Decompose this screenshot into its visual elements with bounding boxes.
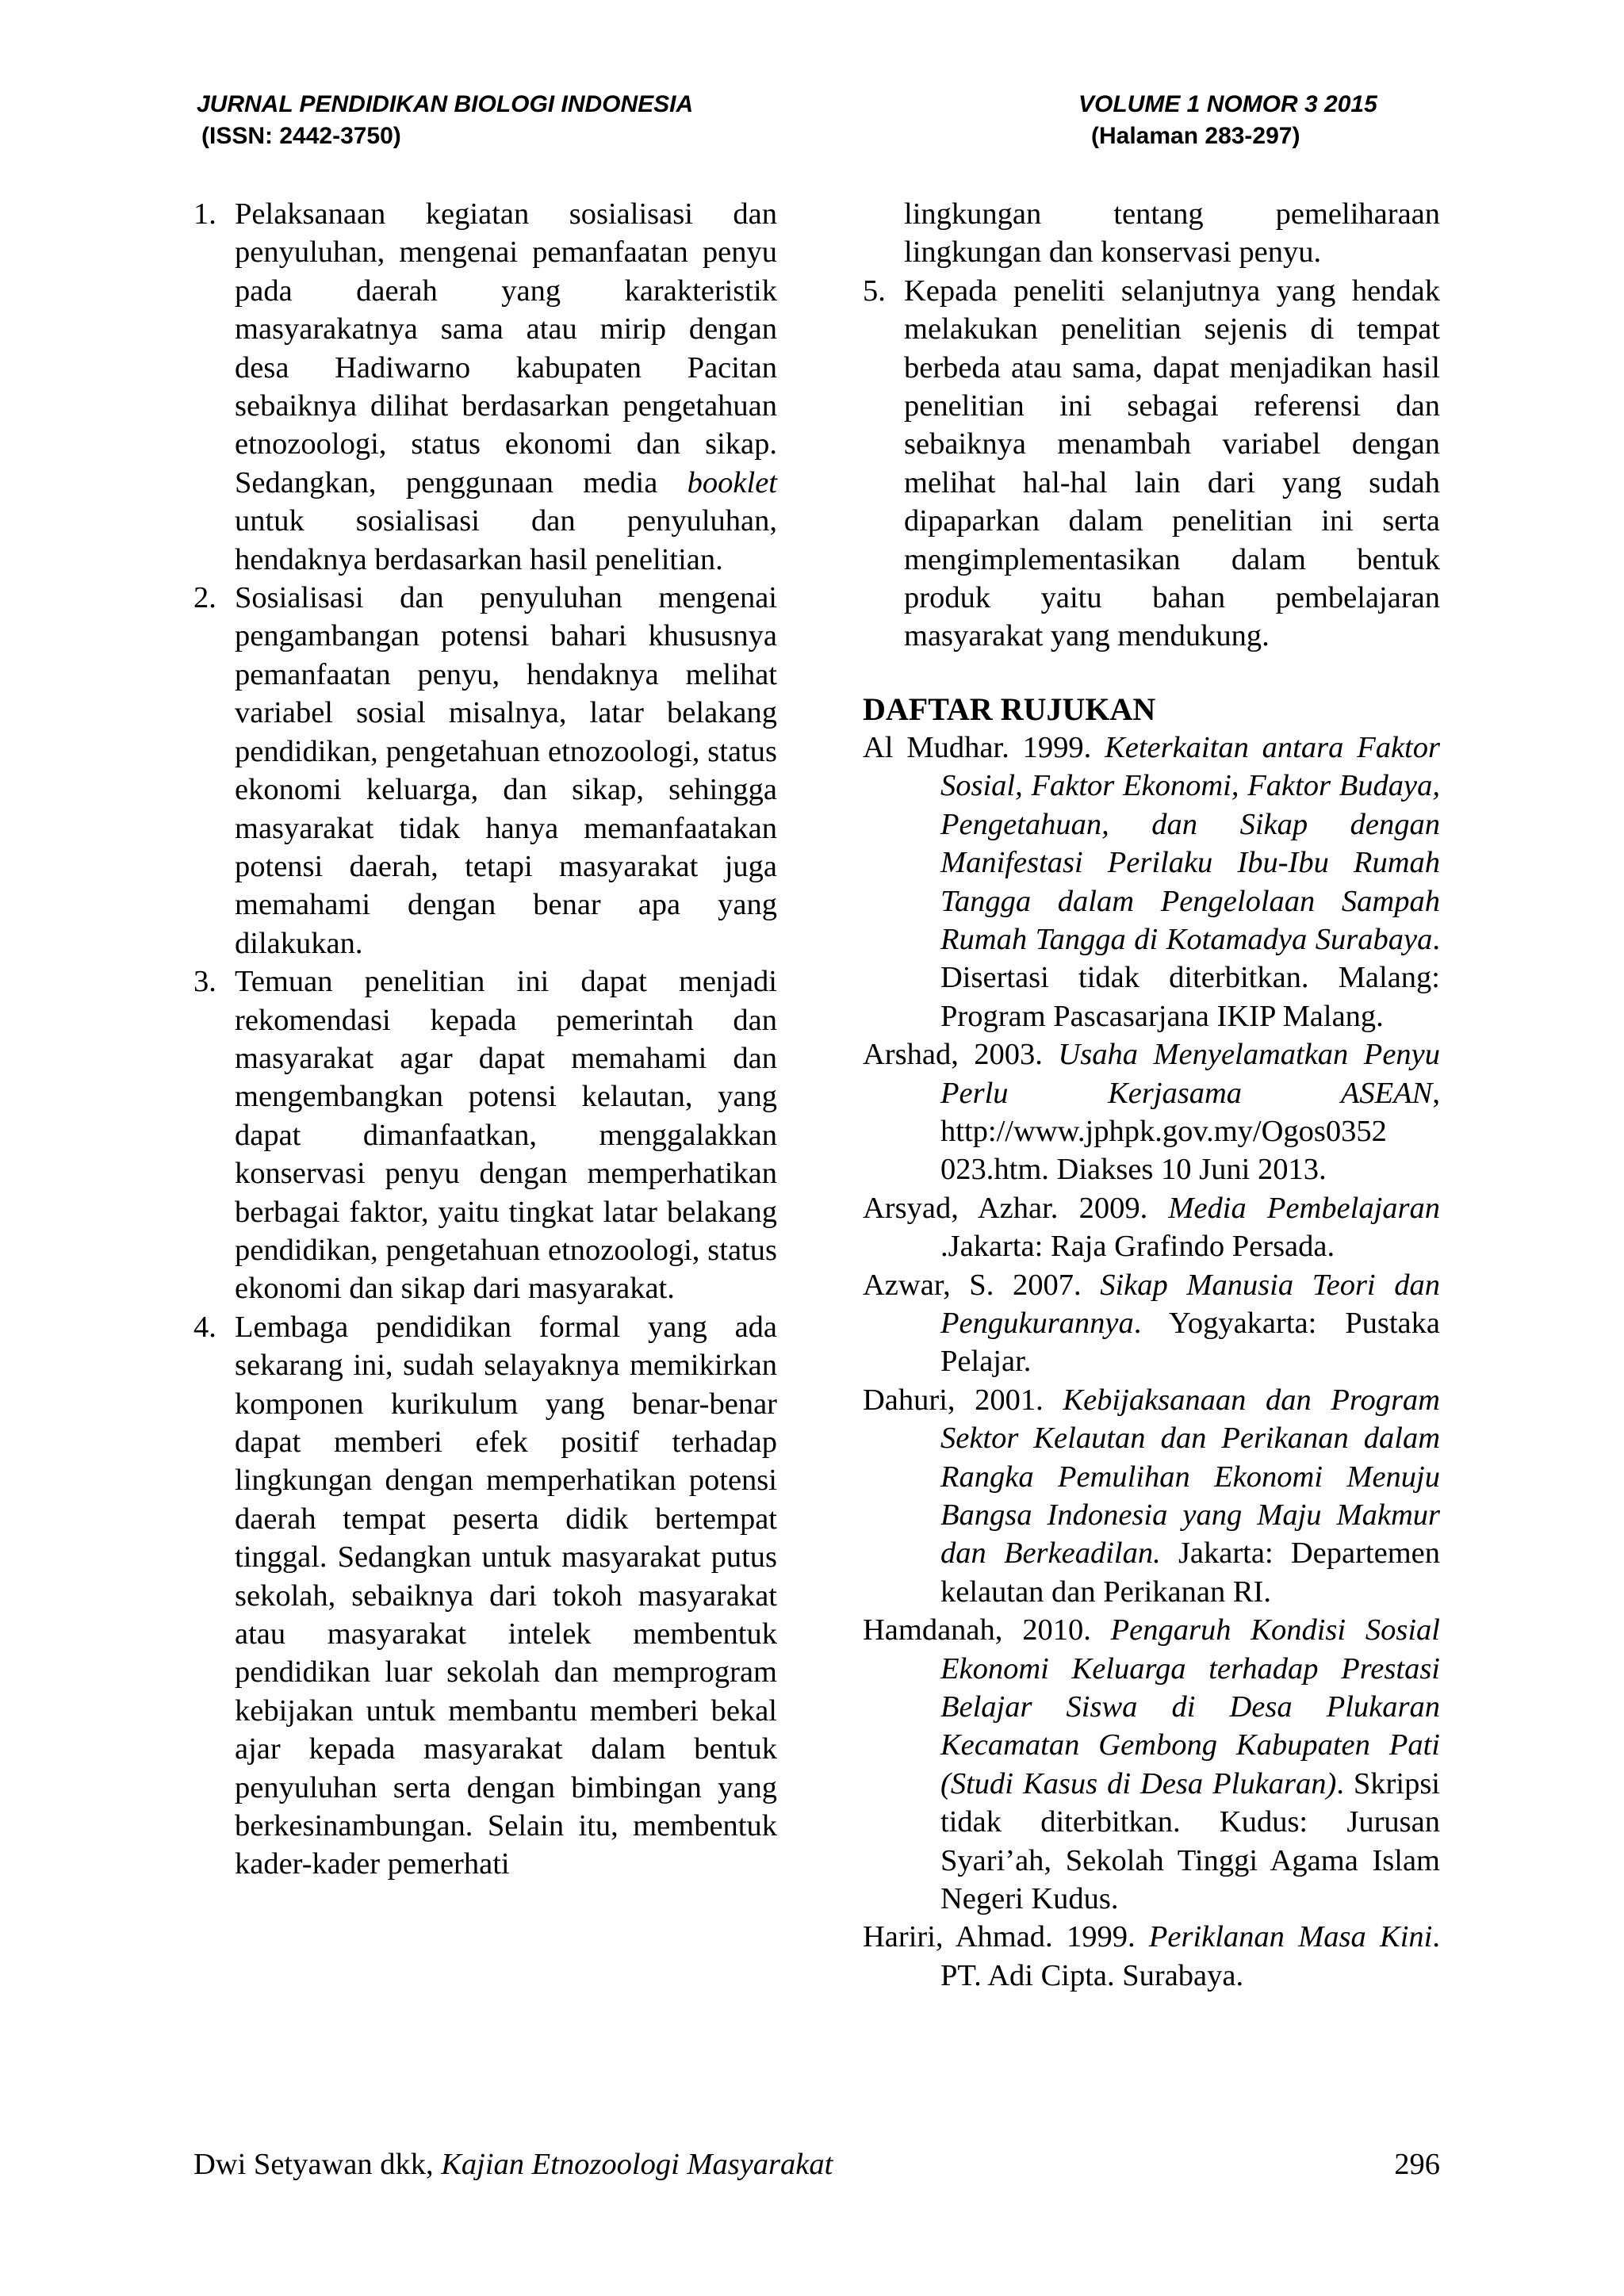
reference-entry — [863, 1035, 1440, 1189]
journal-issn: (ISSN: 2442-3750) — [201, 123, 401, 149]
page-footer — [193, 2145, 1440, 2183]
page-number: 296 — [1394, 2148, 1440, 2181]
list-item — [193, 1308, 777, 1884]
list-item — [193, 195, 777, 579]
reference-details: Jakarta: Departemen kelautan dan Perikanan RI. — [940, 1536, 1440, 1609]
reference-title: Kebijaksanaan dan Program Sektor Kelautan dan Perikanan dalam Rangka Pemulihan Ekonomi Menuju Bangsa Indonesia yang Maju Makmur dan Berkeadilan. — [940, 1383, 1440, 1571]
reference-details: .Jakarta: Raja Grafindo Persada. — [940, 1230, 1335, 1264]
journal-pages: (Halaman 283-297) — [1091, 123, 1300, 149]
reference-author: Azwar, S. 2007. — [863, 1268, 1101, 1302]
list-item — [193, 579, 777, 962]
reference-details: . Skripsi tidak diterbitkan. Kudus: Jurusan Syari’ah, Sekolah Tinggi Agama Islam Negeri Kudus. — [940, 1766, 1440, 1916]
list-item-text: Lembaga pendidikan formal yang ada sekarang ini, sudah selayaknya memikirkan komponen kurikulum yang benar-benar dapat memberi efek positif terhadap lingkungan dengan memperhatikan potensi daerah tempat peserta didik bertempat tinggal. Sedangkan untuk masyarakat putus sekolah, sebaiknya dari tokoh masyarakat atau masyarakat intelek membentuk pendidikan luar sekolah dan memprogram kebijakan untuk membantu memberi bekal ajar kepada masyarakat dalam bentuk penyuluhan serta dengan bimbingan yang berkesinambungan. Selain itu, membentuk kader-kader pemerhati — [235, 1310, 777, 1881]
references-heading: DAFTAR RUJUKAN — [863, 691, 1156, 727]
footer-article-title: Kajian Etnozoologi Masyarakat — [441, 2148, 833, 2181]
reference-title: Periklanan Masa Kini — [1148, 1920, 1433, 1954]
list-item-number: 5. — [863, 274, 886, 308]
reference-entry — [863, 1266, 1440, 1381]
recommendation-list-continued — [863, 272, 1440, 656]
left-column — [193, 195, 777, 1884]
right-column — [863, 195, 1440, 1995]
reference-title: Pengaruh Kondisi Sosial Ekonomi Keluarga terhadap Prestasi Belajar Siswa di Desa Plukaran Kecamatan Gembong Kabupaten Pati (Studi Kasus di Desa Plukaran) — [940, 1613, 1440, 1800]
reference-entry — [863, 1381, 1440, 1611]
reference-author: Al Mudhar. 1999. — [863, 730, 1105, 764]
list-item-number: 4. — [193, 1310, 216, 1344]
reference-title: Media Pembelajaran — [1168, 1191, 1440, 1225]
list-item-text: untuk sosialisasi dan penyuluhan, hendaknya berdasarkan hasil penelitian. — [235, 504, 777, 576]
reference-author: Arsyad, Azhar. 2009. — [863, 1191, 1169, 1225]
header-right — [1078, 89, 1377, 152]
list-item-emphasis: booklet — [687, 465, 777, 499]
journal-volume: VOLUME 1 NOMOR 3 2015 — [1078, 91, 1377, 117]
list-item-text: Temuan penelitian ini dapat menjadi rekomendasi kepada pemerintah dan masyarakat agar dapat memahami dan mengembangkan potensi kelautan, yang dapat dimanfaatkan, menggalakkan konservasi penyu dengan memperhatikan berbagai faktor, yaitu tingkat latar belakang pendidikan, pengetahuan etnozoologi, status ekonomi dan sikap dari masyarakat. — [235, 965, 777, 1306]
reference-details: . Yogyakarta: Pustaka Pelajar. — [940, 1306, 1440, 1379]
reference-author: Arshad, 2003. — [863, 1038, 1059, 1072]
list-item-text: Sosialisasi dan penyuluhan mengenai pengambangan potensi bahari khususnya pemanfaatan penyu, hendaknya melihat variabel sosial misalnya, latar belakang pendidikan, pengetahuan etnozoologi, status ekonomi keluarga, dan sikap, sehingga masyarakat tidak hanya memanfaatakan potensi daerah, tetapi masyarakat juga memahami dengan benar apa yang dilakukan. — [235, 581, 777, 960]
reference-entry — [863, 1611, 1440, 1918]
reference-details: . PT. Adi Cipta. Surabaya. — [940, 1920, 1440, 1992]
reference-author: Hamdanah, 2010. — [863, 1613, 1111, 1647]
reference-entry — [863, 1918, 1440, 1995]
list-item-number: 1. — [193, 197, 216, 231]
list-item-number: 2. — [193, 581, 216, 615]
list-item-text: Pelaksanaan kegiatan sosialisasi dan penyuluhan, mengenai pemanfaatan penyu pada daerah yang karakteristik masyarakatnya sama atau mirip dengan desa Hadiwarno kabupaten Pacitan sebaiknya dilihat berdasarkan pengetahuan etnozoologi, status ekonomi dan sikap. Sedangkan, penggunaan media — [235, 197, 777, 499]
header-left — [197, 89, 693, 152]
reference-title: Usaha Menyelamatkan Penyu Perlu Kerjasama ASEAN — [940, 1038, 1440, 1110]
recommendation-list — [193, 195, 777, 1884]
reference-details: . Disertasi tidak diterbitkan. Malang: Program Pascasarjana IKIP Malang. — [940, 922, 1440, 1033]
reference-entry — [863, 1189, 1440, 1266]
reference-author: Hariri, Ahmad. 1999. — [863, 1920, 1149, 1954]
footer-authors: Dwi Setyawan dkk, — [193, 2148, 442, 2181]
list-item-continuation: lingkungan tentang pemeliharaan lingkungan dan konservasi penyu. — [904, 197, 1440, 270]
reference-entry — [863, 729, 1440, 1035]
list-item-text: Kepada peneliti selanjutnya yang hendak melakukan penelitian sejenis di tempat berbeda atau sama, dapat menjadikan hasil penelitian ini sebagai referensi dan sebaiknya menambah variabel dengan melihat hal-hal lain dari yang sudah dipaparkan dalam penelitian ini serta mengimplementasikan dalam bentuk produk yaitu bahan pembelajaran masyarakat yang mendukung. — [904, 274, 1440, 653]
list-item — [193, 962, 777, 1308]
reference-title: Sikap Manusia Teori dan Pengukurannya — [940, 1268, 1440, 1340]
reference-details: , http://www.jphpk.gov.my/Ogos0352 023.htm. Diakses 10 Juni 2013. — [940, 1076, 1440, 1187]
list-item-number: 3. — [193, 965, 216, 999]
list-item — [863, 272, 1440, 656]
reference-title: Keterkaitan antara Faktor Sosial, Faktor Ekonomi, Faktor Budaya, Pengetahuan, dan Sikap dengan Manifestasi Perilaku Ibu-Ibu Rumah Tangga dalam Pengelolaan Sampah Rumah Tangga di Kotamadya Surabaya — [940, 730, 1440, 956]
reference-author: Dahuri, 2001. — [863, 1383, 1063, 1417]
journal-name: JURNAL PENDIDIKAN BIOLOGI INDONESIA — [197, 91, 694, 117]
